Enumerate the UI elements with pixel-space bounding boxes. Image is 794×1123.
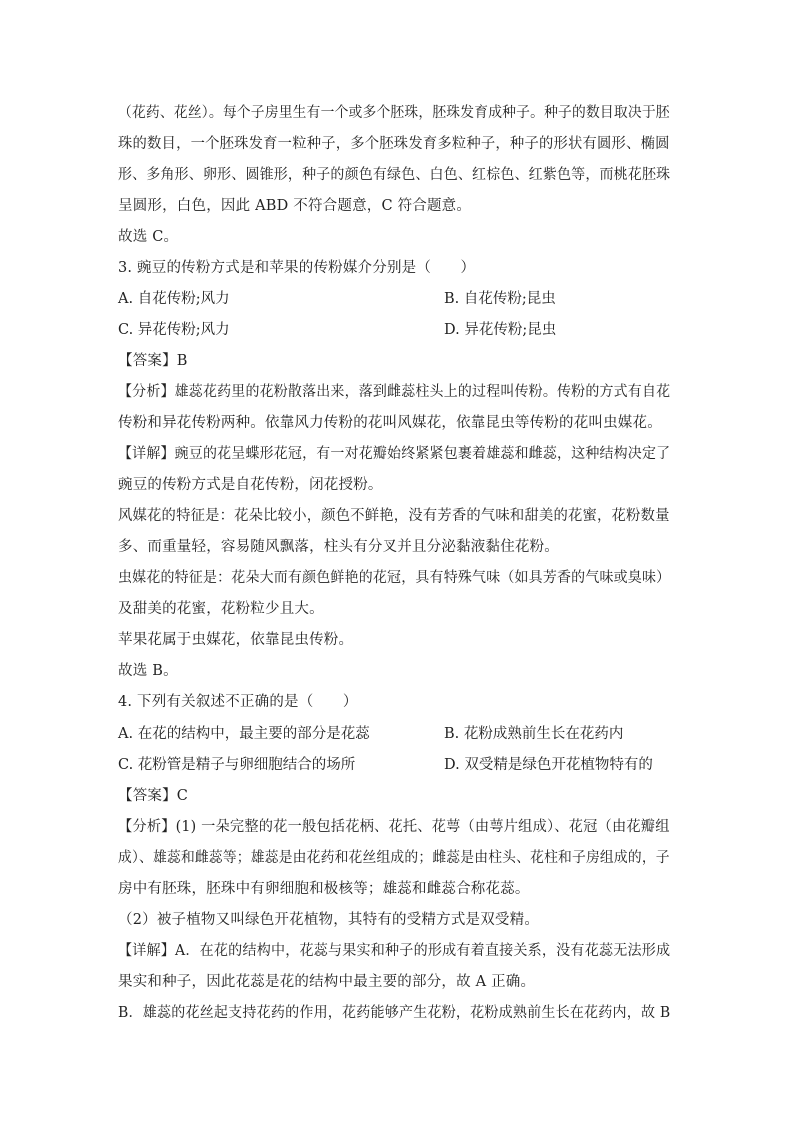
text-line: 多、而重量轻，容易随风飘落，柱头有分叉并且分泌黏液黏住花粉。 (118, 539, 559, 555)
text-line: 豌豆的传粉方式是自花传粉，闭花授粉。 (118, 477, 383, 493)
q4-option-d: D. 双受精是绿色开花植物特有的 (444, 757, 653, 773)
text-line: 故选 C。 (118, 229, 179, 245)
q3-option-b: B. 自花传粉;昆虫 (444, 291, 556, 307)
text-line: （2）被子植物又叫绿色开花植物，其特有的受精方式是双受精。 (118, 912, 540, 928)
text-line: 果实和种子，因此花蕊是花的结构中最主要的部分，故 A 正确。 (118, 974, 536, 990)
q4-option-c: C. 花粉管是精子与卵细胞结合的场所 (118, 757, 356, 773)
text-line: 形、多角形、卵形、圆锥形，种子的颜色有绿色、白色、红棕色、红紫色等，而桃花胚珠 (118, 167, 671, 183)
q4-option-a: A. 在花的结构中，最主要的部分是花蕊 (118, 726, 370, 742)
q3-answer: 【答案】B (118, 353, 188, 369)
q4-answer: 【答案】C (118, 788, 189, 804)
q3-option-a: A. 自花传粉;风力 (118, 291, 230, 307)
text-line: 虫媒花的特征是：花朵大而有颜色鲜艳的花冠，具有特殊气味（如具芳香的气味或臭味） (118, 570, 671, 586)
text-line: 房中有胚珠，胚珠中有卵细胞和极核等；雄蕊和雌蕊合称花蕊。 (118, 881, 530, 897)
text-line: 风媒花的特征是：花朵比较小，颜色不鲜艳，没有芳香的气味和甜美的花蜜，花粉数量 (118, 508, 670, 524)
text-line: B．雄蕊的花丝起支持花药的作用，花药能够产生花粉，花粉成熟前生长在花药内，故 B (118, 1005, 671, 1021)
text-line: 故选 B。 (118, 663, 178, 679)
text-line: （花药、花丝）。每个子房里生有一个或多个胚珠，胚珠发育成种子。种子的数目取决于胚 (118, 105, 670, 121)
text-line: 成）、雄蕊和雌蕊等；雄蕊是由花药和花丝组成的；雌蕊是由柱头、花柱和子房组成的，子 (118, 850, 670, 866)
q3-option-d: D. 异花传粉;昆虫 (444, 322, 557, 338)
text-line: 传粉和异花传粉两种。依靠风力传粉的花叫风媒花，依靠昆虫等传粉的花叫虫媒花。 (118, 415, 662, 431)
q4-detail: 【详解】A．在花的结构中，花蕊与果实和种子的形成有着直接关系，没有花蕊无法形成 (118, 943, 671, 959)
q3-detail: 【详解】豌豆的花呈蝶形花冠，有一对花瓣始终紧紧包裹着雄蕊和雌蕊，这种结构决定了 (118, 446, 671, 462)
q4-option-b: B. 花粉成熟前生长在花药内 (444, 726, 624, 742)
q4-analysis: 【分析】(1) 一朵完整的花一般包括花柄、花托、花萼（由萼片组成）、花冠（由花瓣组 (118, 819, 670, 835)
q3-analysis: 【分析】雄蕊花药里的花粉散落出来，落到雌蕊柱头上的过程叫传粉。传粉的方式有自花 (118, 384, 671, 400)
text-line: 及甜美的花蜜，花粉粒少且大。 (118, 601, 324, 617)
text-line: 苹果花属于虫媒花，依靠昆虫传粉。 (118, 632, 354, 648)
q3-option-c: C. 异花传粉;风力 (118, 322, 230, 338)
text-line: 呈圆形，白色，因此 ABD 不符合题意，C 符合题意。 (118, 198, 472, 214)
question-4-stem: 4. 下列有关叙述不正确的是（ ） (118, 694, 358, 710)
question-3-stem: 3. 豌豆的传粉方式是和苹果的传粉媒介分别是（ ） (118, 260, 476, 276)
text-line: 珠的数目，一个胚珠发育一粒种子，多个胚珠发育多粒种子，种子的形状有圆形、椭圆 (118, 136, 670, 152)
